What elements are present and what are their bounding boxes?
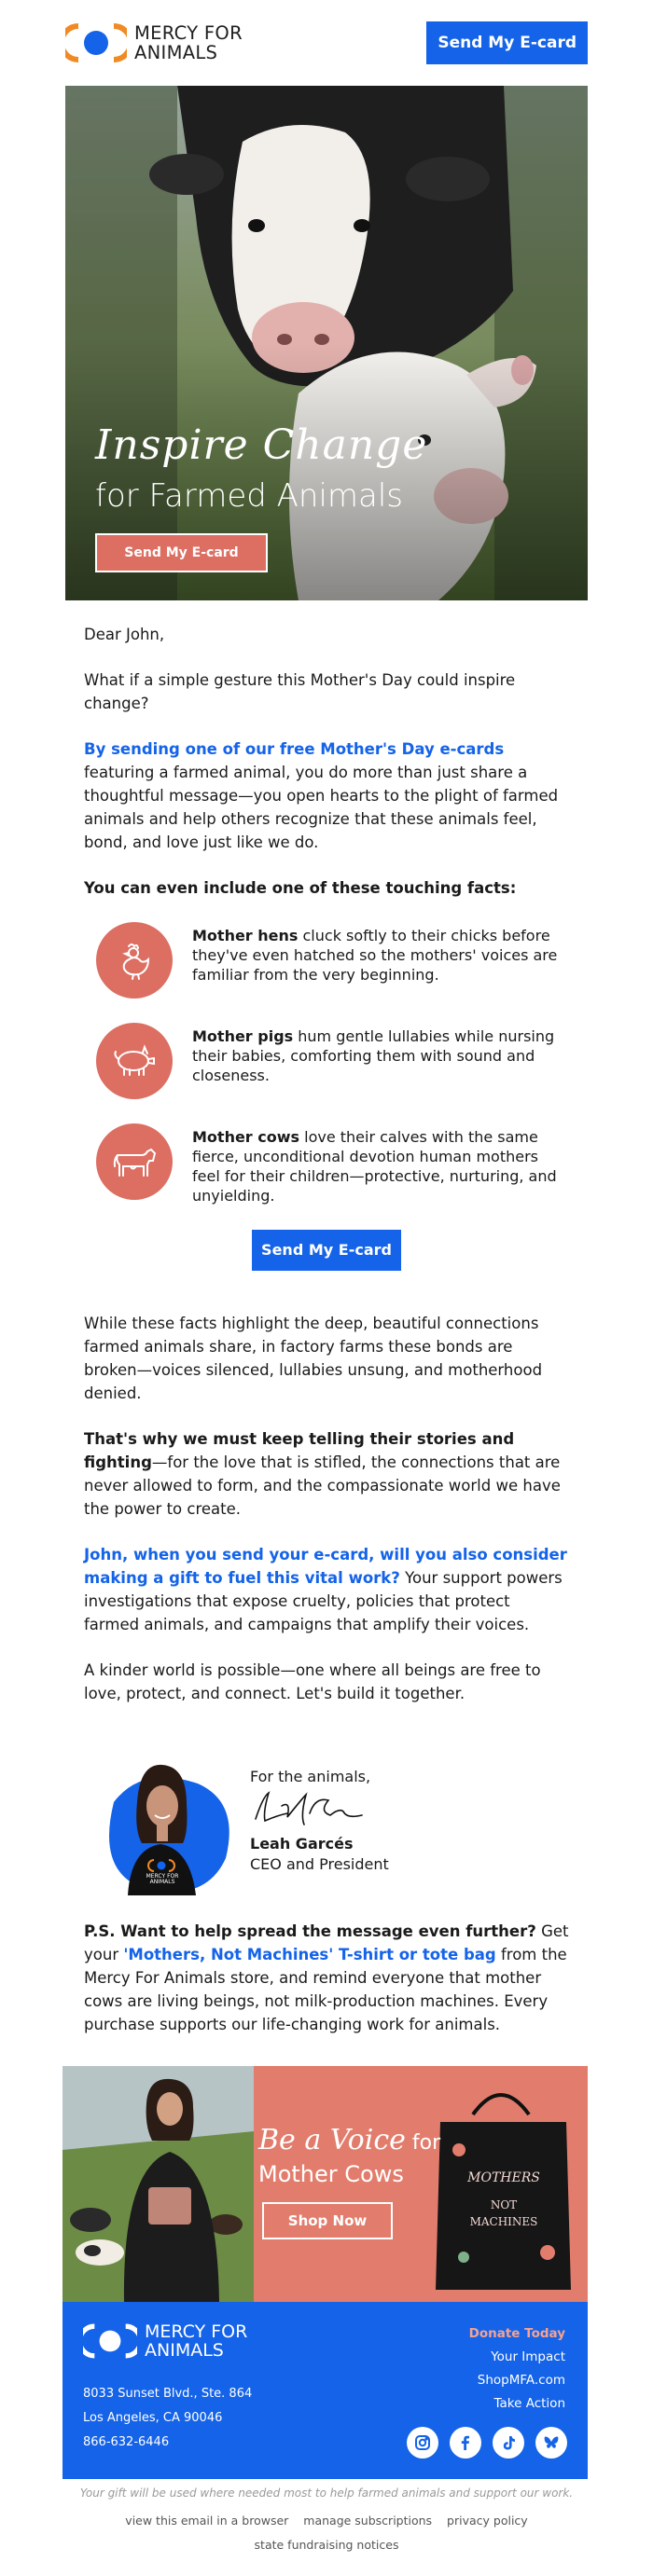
signature-info bbox=[250, 1767, 389, 1875]
banner-script-main: Be a Voice bbox=[258, 2124, 406, 2156]
email-header bbox=[65, 0, 588, 86]
shop-now-button[interactable]: Shop Now bbox=[262, 2202, 393, 2239]
postscript bbox=[65, 1920, 588, 2036]
address-line-1: 8033 Sunset Blvd., Ste. 864 bbox=[83, 2387, 253, 2401]
gift-disclaimer: Your gift will be used where needed most to help farmed animals and support our work. bbox=[79, 2486, 574, 2500]
body-copy bbox=[65, 623, 588, 1705]
hero-script-title: Inspire Change bbox=[95, 421, 428, 469]
logo-mark-icon bbox=[65, 22, 127, 63]
cow-icon bbox=[96, 1123, 173, 1200]
keep-fighting-text: —for the love that is stifled, the connections that are never allowed to form, and the compassionate world we have the power to create. bbox=[84, 1453, 561, 1518]
shirt-logo-line-1: MERCY FOR bbox=[146, 1873, 179, 1880]
footer-logo-line-2: ANIMALS bbox=[145, 2340, 224, 2361]
legal-links bbox=[65, 2509, 588, 2557]
tote-line-2: NOT bbox=[490, 2198, 518, 2211]
banner-script-rest: for bbox=[405, 2131, 441, 2155]
logo-line-1: MERCY FOR bbox=[134, 22, 243, 44]
fact-item-cows bbox=[84, 1123, 569, 1205]
view-in-browser-link[interactable]: view this email in a browser bbox=[125, 2514, 289, 2528]
tote-text bbox=[452, 2170, 555, 2228]
fact-text-pigs bbox=[192, 1023, 569, 1085]
fact-title-hens: Mother hens bbox=[192, 927, 299, 944]
tote-line-1: MOTHERS bbox=[467, 2170, 540, 2185]
facebook-icon[interactable] bbox=[450, 2427, 481, 2459]
header-send-ecard-button[interactable]: Send My E-card bbox=[426, 21, 588, 64]
footer-logo[interactable] bbox=[83, 2322, 247, 2360]
social-links bbox=[396, 2427, 567, 2459]
postscript-text-1: Get your bbox=[84, 1922, 569, 1963]
bottom-spacer bbox=[65, 2557, 588, 2576]
paragraph-factory-farms: While these facts highlight the deep, beautiful connections farmed animals share, in factory farms these bonds are broken—voices silenced, lullabies unsung, and motherhood denied. bbox=[84, 1315, 543, 1402]
banner-script-title bbox=[258, 2124, 440, 2156]
postscript-paragraph bbox=[84, 1920, 569, 2036]
logo-line-2: ANIMALS bbox=[134, 42, 218, 63]
paragraph-keep-fighting bbox=[84, 1427, 569, 1521]
manage-subscriptions-link[interactable]: manage subscriptions bbox=[303, 2514, 433, 2528]
fact-body-cows: love their calves with the same fierce, unconditional devotion human mothers feel for their children—protective, nurturing, and unyielding. bbox=[192, 1128, 557, 1205]
tiktok-icon[interactable] bbox=[493, 2427, 524, 2459]
logo[interactable] bbox=[65, 22, 243, 63]
fact-title-cows: Mother cows bbox=[192, 1128, 300, 1146]
signature-closing: For the animals, bbox=[250, 1768, 371, 1785]
bluesky-icon[interactable] bbox=[535, 2427, 567, 2459]
tote-line-3: MACHINES bbox=[469, 2215, 538, 2228]
address-line-2: Los Angeles, CA 90046 bbox=[83, 2411, 223, 2425]
store-banner[interactable] bbox=[63, 2066, 588, 2302]
shirt-logo-text bbox=[144, 1874, 181, 1885]
email-footer bbox=[63, 2302, 588, 2479]
gift-link[interactable]: John, when you send your e-card, will you also consider making a gift to fuel this vital work? bbox=[84, 1546, 567, 1587]
hero-send-ecard-button[interactable]: Send My E-card bbox=[95, 533, 268, 572]
privacy-policy-link[interactable]: privacy policy bbox=[447, 2514, 528, 2528]
footer-link-shop[interactable]: ShopMFA.com bbox=[477, 2373, 565, 2388]
logo-text bbox=[134, 23, 243, 62]
fact-item-hens bbox=[84, 922, 569, 999]
footer-phone[interactable]: 866-632-6446 bbox=[83, 2435, 170, 2449]
paragraph-kinder-world: A kinder world is possible—one where all beings are free to love, protect, and connect. Let's build it together. bbox=[84, 1661, 541, 1702]
keep-fighting-bold: That's why we must keep telling their stories and fighting bbox=[84, 1430, 515, 1471]
footer-address bbox=[83, 2382, 252, 2455]
fact-text-cows bbox=[192, 1123, 569, 1205]
fact-title-pigs: Mother pigs bbox=[192, 1027, 294, 1045]
paragraph-ecards bbox=[84, 737, 569, 854]
banner-subtitle: Mother Cows bbox=[258, 2161, 404, 2187]
facts-list bbox=[84, 922, 569, 1205]
postscript-text-2: from the Mercy For Animals store, and remind everyone that mother cows are living beings, not milk-production machines. Every purchase supports our life-changing work for animals. bbox=[84, 1946, 567, 2033]
hero-image[interactable] bbox=[65, 86, 588, 600]
footer-logo-line-1: MERCY FOR bbox=[145, 2321, 248, 2342]
mid-send-ecard-button[interactable]: Send My E-card bbox=[252, 1230, 401, 1271]
footer-links bbox=[469, 2322, 565, 2416]
fact-body-pigs: hum gentle lullabies while nursing their babies, comforting them with sound and closeness. bbox=[192, 1027, 555, 1084]
email-container bbox=[65, 0, 588, 2576]
paragraph-gift bbox=[84, 1543, 569, 1636]
gift-text: Your support powers investigations that expose cruelty, policies that protect farmed animals, and campaigns that amplify their voices. bbox=[84, 1569, 563, 1633]
footer-logo-text bbox=[145, 2322, 247, 2360]
paragraph-intro: What if a simple gesture this Mother's Day could inspire change? bbox=[84, 671, 516, 712]
shirt-tote-link[interactable]: 'Mothers, Not Machines' T-shirt or tote bag bbox=[123, 1946, 496, 1963]
paragraph-ecards-text: featuring a farmed animal, you do more than just share a thoughtful message—you open hearts to the plight of farmed animals and help others recognize that these animals feel, bond, and love just like we do. bbox=[84, 764, 559, 851]
mid-cta bbox=[84, 1230, 569, 1271]
fact-body-hens: cluck softly to their chicks before they've even hatched so the mothers' voices are familiar from the very beginning. bbox=[192, 927, 558, 984]
postscript-lead: P.S. Want to help spread the message even further? bbox=[84, 1922, 536, 1940]
ecards-link[interactable]: By sending one of our free Mother's Day e-cards bbox=[84, 740, 505, 758]
chicken-icon bbox=[96, 922, 173, 999]
footer-link-impact[interactable]: Your Impact bbox=[491, 2349, 565, 2364]
signature-name: Leah Garcés bbox=[250, 1835, 354, 1853]
facts-heading: You can even include one of these touching facts: bbox=[84, 879, 517, 897]
hero-subtitle: for Farmed Animals bbox=[95, 477, 404, 515]
shirt-logo-line-2: ANIMALS bbox=[149, 1879, 175, 1885]
ceo-avatar bbox=[86, 1746, 235, 1895]
handwritten-signature-icon bbox=[250, 1787, 371, 1828]
instagram-icon[interactable] bbox=[407, 2427, 438, 2459]
fact-item-pigs bbox=[84, 1023, 569, 1099]
signature-title: CEO and President bbox=[250, 1855, 389, 1873]
state-fundraising-notices-link[interactable]: state fundraising notices bbox=[254, 2538, 399, 2552]
footer-link-donate[interactable]: Donate Today bbox=[468, 2326, 565, 2341]
cow-calf-photo bbox=[65, 86, 588, 600]
footer-logo-mark-icon bbox=[83, 2322, 137, 2360]
footer-link-action[interactable]: Take Action bbox=[493, 2396, 565, 2411]
greeting: Dear John, bbox=[84, 626, 165, 643]
signature-block bbox=[65, 1746, 588, 1895]
fact-text-hens bbox=[192, 922, 569, 985]
pig-icon bbox=[96, 1023, 173, 1099]
